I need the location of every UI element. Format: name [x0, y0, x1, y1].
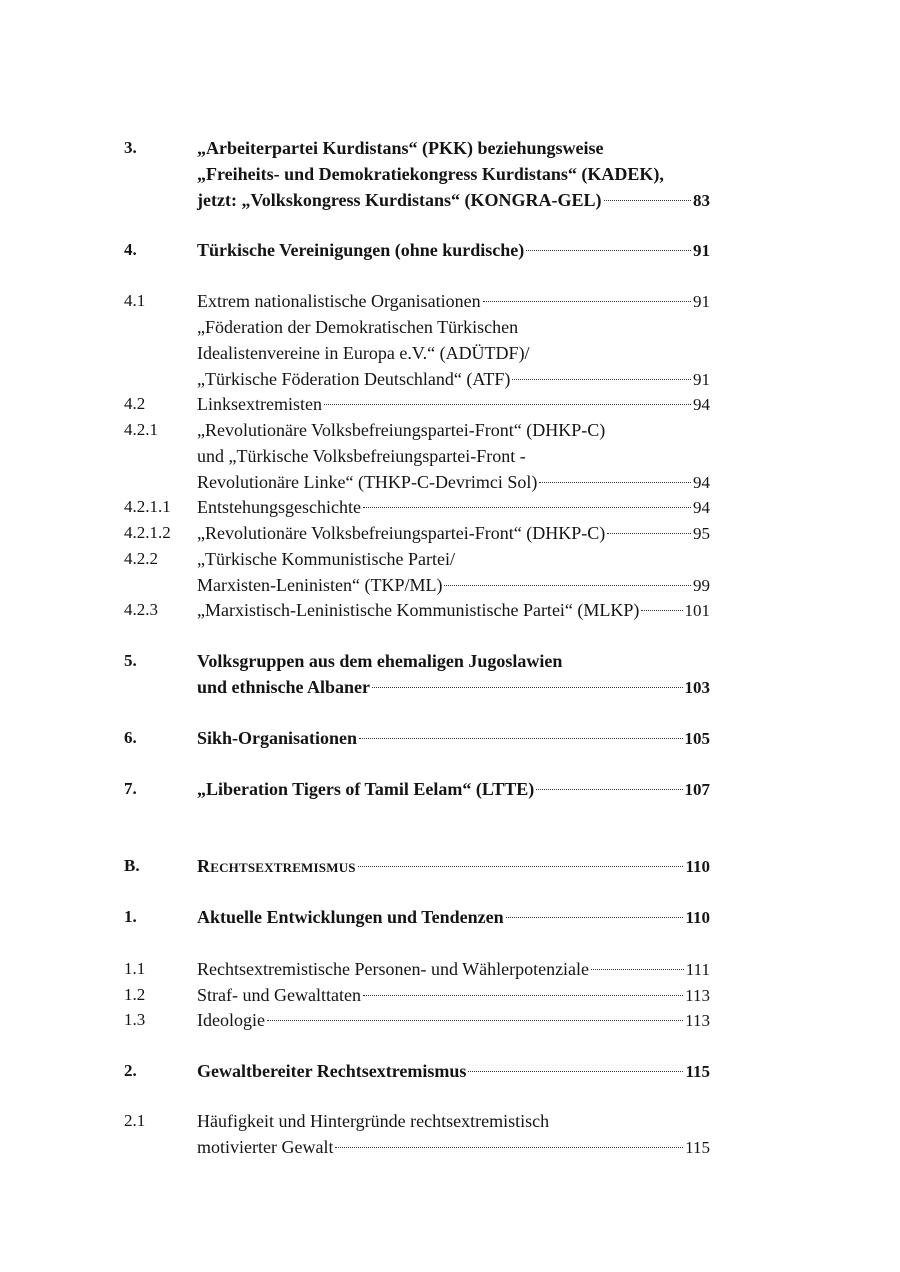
toc-page-number[interactable]: 91 [693, 370, 710, 389]
toc-entry-title-line: Extrem nationalistische Organisationen [197, 291, 481, 311]
toc-entry-title-line: Straf- und Gewalttaten [197, 985, 361, 1005]
toc-entry-title-line: Aktuelle Entwicklungen und Tendenzen [197, 907, 504, 927]
toc-dot-leader [641, 610, 682, 611]
toc-dot-leader [372, 687, 682, 688]
toc-entry[interactable] [124, 904, 710, 931]
toc-entry-number: 1.1 [124, 959, 146, 978]
toc-dot-leader [506, 917, 684, 918]
toc-entry-title [197, 494, 710, 521]
toc-entry-title-line: Marxisten-Leninisten“ (TKP/ML) [197, 575, 443, 595]
toc-entry[interactable] [124, 982, 710, 1009]
toc-entry[interactable] [124, 597, 710, 624]
toc-dot-leader [468, 1071, 683, 1072]
toc-entry-title-line: „Türkische Föderation Deutschland“ (ATF) [197, 369, 511, 389]
toc-entry[interactable] [124, 237, 710, 264]
toc-entry-title-line: „Föderation der Demokratischen Türkischen [197, 317, 519, 337]
toc-entry-title-line: „Revolutionäre Volksbefreiungspartei-Front“ (DHKP-C) [197, 420, 606, 440]
toc-entry-number: 4.2 [124, 394, 146, 413]
toc-entry-title-line: Idealistenvereine in Europa e.V.“ (ADÜTDF)/ [197, 343, 530, 363]
toc-entry-title-line: Linksextremisten [197, 394, 322, 414]
toc-dot-leader [335, 1147, 683, 1148]
toc-entry[interactable] [124, 494, 710, 521]
toc-page-number[interactable]: 95 [693, 524, 710, 543]
toc-dot-leader [607, 533, 691, 534]
toc-dot-leader [512, 379, 691, 380]
toc-entry-number: 4.2.1 [124, 420, 158, 439]
toc-entry-title-line: und ethnische Albaner [197, 677, 371, 697]
toc-entry-title [197, 1108, 710, 1161]
toc-entry-title [197, 982, 710, 1009]
toc-entry-title [197, 546, 710, 599]
toc-page-number[interactable]: 94 [693, 498, 710, 517]
toc-page-number[interactable]: 83 [693, 191, 710, 210]
toc-entry-number: 2. [124, 1061, 137, 1080]
toc-page-number[interactable]: 115 [685, 1138, 710, 1157]
toc-dot-leader [267, 1020, 683, 1021]
toc-page-number[interactable]: 99 [693, 576, 710, 595]
toc-entry-title-line: Türkische Vereinigungen (ohne kurdische) [197, 240, 525, 260]
toc-entry-number: 3. [124, 138, 137, 157]
toc-dot-leader [444, 585, 691, 586]
toc-entry-title [197, 904, 710, 931]
toc-dot-leader [591, 969, 684, 970]
toc-page-number[interactable]: 94 [693, 395, 710, 414]
toc-entry-number: 4.2.2 [124, 549, 158, 568]
toc-entry-title [197, 956, 710, 983]
toc-entry-number: 4.2.3 [124, 600, 158, 619]
toc-page-number[interactable]: 113 [685, 986, 710, 1005]
toc-entry[interactable] [124, 648, 710, 701]
toc-entry-title-line: Revolutionäre Linke“ (THKP-C-Devrimci Sol) [197, 472, 538, 492]
toc-entry-number: B. [124, 856, 140, 875]
toc-entry-title [197, 1058, 710, 1085]
toc-page-number[interactable]: 91 [693, 292, 710, 311]
toc-entry[interactable] [124, 135, 710, 214]
toc-entry[interactable] [124, 288, 710, 315]
toc-entry-number: 7. [124, 779, 137, 798]
toc-entry-title-line: motivierter Gewalt [197, 1137, 334, 1157]
toc-dot-leader [483, 301, 691, 302]
toc-entry-number: 4.2.1.1 [124, 497, 171, 516]
toc-dot-leader [539, 482, 691, 483]
toc-entry-title-line: „Arbeiterpartei Kurdistans“ (PKK) beziehungsweise [197, 138, 604, 158]
toc-entry-number: 1.2 [124, 985, 146, 1004]
toc-page-number[interactable]: 101 [684, 601, 710, 620]
toc-entry-title [197, 853, 710, 880]
toc-entry-title [197, 417, 710, 496]
toc-entry[interactable] [124, 725, 710, 752]
toc-entry-title [197, 776, 710, 803]
toc-entry[interactable] [124, 853, 710, 880]
toc-entry-title-line: „Revolutionäre Volksbefreiungspartei-Front“ (DHKP-C) [197, 523, 606, 543]
toc-entry-title [197, 597, 710, 624]
toc-entry-number: 1. [124, 907, 137, 926]
toc-dot-leader [324, 404, 691, 405]
toc-dot-leader [363, 507, 691, 508]
toc-entry-title-line: und „Türkische Volksbefreiungspartei-Front - [197, 446, 526, 466]
toc-entry-title-line: „Türkische Kommunistische Partei/ [197, 549, 455, 569]
toc-entry-title [197, 725, 710, 752]
toc-page-number[interactable]: 105 [684, 729, 710, 748]
toc-entry[interactable] [124, 314, 710, 393]
toc-entry-title-line: Häufigkeit und Hintergründe rechtsextremistisch [197, 1111, 550, 1131]
toc-page-number[interactable]: 115 [685, 1062, 710, 1081]
toc-entry[interactable] [124, 391, 710, 418]
toc-entry-title-line: „Liberation Tigers of Tamil Eelam“ (LTTE) [197, 779, 535, 799]
toc-entry-title-line: jetzt: „Volkskongress Kurdistans“ (KONGRA-GEL) [197, 190, 602, 210]
toc-entry-title [197, 237, 710, 264]
toc-dot-leader [363, 995, 683, 996]
toc-page-number[interactable]: 91 [693, 241, 710, 260]
toc-entry[interactable] [124, 776, 710, 803]
toc-entry[interactable] [124, 417, 710, 496]
toc-entry-title-line: Rechtsextremismus [197, 856, 356, 876]
toc-entry[interactable] [124, 520, 710, 547]
toc-entry-title-line: Volksgruppen aus dem ehemaligen Jugoslawien [197, 651, 563, 671]
toc-entry[interactable] [124, 1108, 710, 1161]
toc-entry-number: 5. [124, 651, 137, 670]
toc-entry-title-line: „Marxistisch-Leninistische Kommunistische Partei“ (MLKP) [197, 600, 640, 620]
toc-page-number[interactable]: 111 [685, 960, 710, 979]
toc-entry[interactable] [124, 956, 710, 983]
toc-dot-leader [358, 866, 684, 867]
toc-entry-number: 4.2.1.2 [124, 523, 171, 542]
toc-entry-title [197, 288, 710, 315]
toc-entry-title [197, 314, 710, 393]
toc-dot-leader [526, 250, 691, 251]
toc-entry-number: 4.1 [124, 291, 146, 310]
toc-entry[interactable] [124, 546, 710, 599]
toc-page-number[interactable]: 94 [693, 473, 710, 492]
toc-entry-title-line: „Freiheits- und Demokratiekongress Kurdistans“ (KADEK), [197, 164, 664, 184]
toc-entry-number: 1.3 [124, 1010, 146, 1029]
toc-dot-leader [536, 789, 682, 790]
toc-dot-leader [604, 200, 691, 201]
toc-entry-number: 4. [124, 240, 137, 259]
toc-entry-title-line: Ideologie [197, 1010, 265, 1030]
toc-dot-leader [359, 738, 682, 739]
toc-entry-title [197, 520, 710, 547]
toc-entry-title-line: Gewaltbereiter Rechtsextremismus [197, 1061, 467, 1081]
toc-page-number[interactable]: 107 [684, 780, 710, 799]
toc-entry-title-line: Entstehungsgeschichte [197, 497, 361, 517]
toc-entry-title [197, 648, 710, 701]
toc-entry-title-line: Rechtsextremistische Personen- und Wählerpotenziale [197, 959, 590, 979]
toc-entry-number: 6. [124, 728, 137, 747]
toc-entry-title [197, 1007, 710, 1034]
toc-entry[interactable] [124, 1007, 710, 1034]
toc-entry-title [197, 135, 710, 214]
toc-page-number[interactable]: 113 [685, 1011, 710, 1030]
toc-page-number[interactable]: 110 [685, 908, 710, 927]
toc-entry-title-line: Sikh-Organisationen [197, 728, 358, 748]
toc-entry[interactable] [124, 1058, 710, 1085]
toc-page-number[interactable]: 103 [684, 678, 710, 697]
toc-entry-title [197, 391, 710, 418]
toc-entry-number: 2.1 [124, 1111, 146, 1130]
toc-page-number[interactable]: 110 [685, 857, 710, 876]
